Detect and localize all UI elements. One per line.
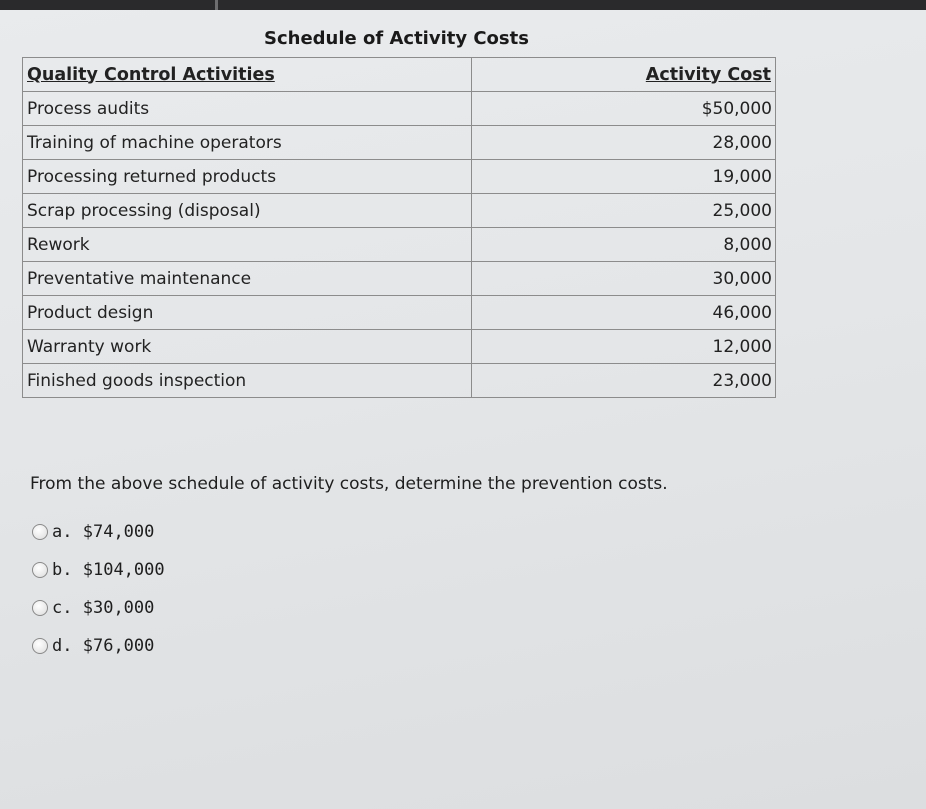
- option-letter: a.: [52, 522, 73, 542]
- activity-name-cell: Training of machine operators: [23, 126, 472, 160]
- table-row: [23, 126, 776, 160]
- activity-name-cell: Finished goods inspection: [23, 364, 472, 398]
- option-c-label: [52, 598, 154, 618]
- activity-cost-cell: 30,000: [472, 262, 776, 296]
- radio-button-a[interactable]: [32, 524, 48, 540]
- bezel-notch: [215, 0, 218, 10]
- activity-name-cell: Processing returned products: [23, 160, 472, 194]
- table-row: [23, 330, 776, 364]
- table-row: [23, 228, 776, 262]
- answer-options: [32, 513, 165, 665]
- radio-button-b[interactable]: [32, 562, 48, 578]
- activity-cost-cell: 25,000: [472, 194, 776, 228]
- activity-cost-cell: 8,000: [472, 228, 776, 262]
- option-letter: c.: [52, 598, 73, 618]
- option-value: $74,000: [82, 522, 155, 542]
- table-row: [23, 92, 776, 126]
- activity-cost-cell: $50,000: [472, 92, 776, 126]
- option-value: $76,000: [82, 636, 155, 656]
- option-d[interactable]: [32, 627, 165, 665]
- activity-name-cell: Process audits: [23, 92, 472, 126]
- table-row: [23, 194, 776, 228]
- activity-name-cell: Scrap processing (disposal): [23, 194, 472, 228]
- option-a[interactable]: [32, 513, 165, 551]
- activity-name-cell: Warranty work: [23, 330, 472, 364]
- screen-bezel: [0, 0, 926, 10]
- option-value: $104,000: [82, 560, 165, 580]
- radio-button-d[interactable]: [32, 638, 48, 654]
- option-letter: b.: [52, 560, 73, 580]
- activity-cost-cell: 28,000: [472, 126, 776, 160]
- activity-cost-cell: 19,000: [472, 160, 776, 194]
- table-header-row: [23, 58, 776, 92]
- table-row: [23, 364, 776, 398]
- option-c[interactable]: [32, 589, 165, 627]
- table-row: [23, 262, 776, 296]
- option-value: $30,000: [82, 598, 155, 618]
- question-prompt: From the above schedule of activity costs, determine the prevention costs.: [30, 474, 668, 494]
- activity-name-cell: Preventative maintenance: [23, 262, 472, 296]
- column-header-activities: Quality Control Activities: [23, 58, 472, 92]
- activity-name-cell: Rework: [23, 228, 472, 262]
- table-row: [23, 296, 776, 330]
- activity-cost-table: [22, 57, 776, 398]
- activity-name-cell: Product design: [23, 296, 472, 330]
- option-b-label: [52, 560, 165, 580]
- table-row: [23, 160, 776, 194]
- radio-button-c[interactable]: [32, 600, 48, 616]
- activity-cost-cell: 46,000: [472, 296, 776, 330]
- option-b[interactable]: [32, 551, 165, 589]
- activity-cost-cell: 12,000: [472, 330, 776, 364]
- option-d-label: [52, 636, 154, 656]
- activity-cost-cell: 23,000: [472, 364, 776, 398]
- option-a-label: [52, 522, 154, 542]
- column-header-cost: Activity Cost: [472, 58, 776, 92]
- option-letter: d.: [52, 636, 73, 656]
- schedule-title: Schedule of Activity Costs: [264, 28, 529, 49]
